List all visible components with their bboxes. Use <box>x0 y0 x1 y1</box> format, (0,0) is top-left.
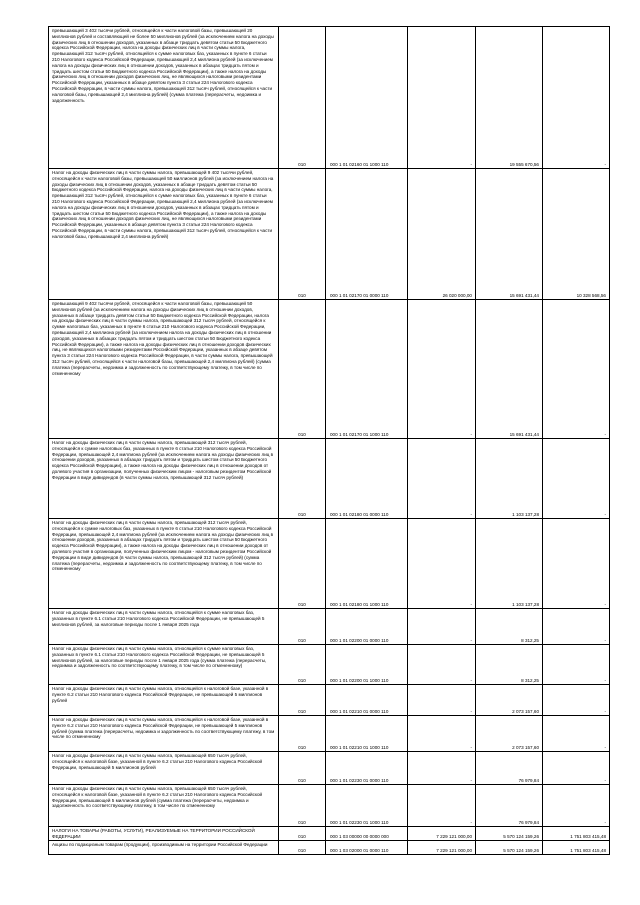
table-row <box>49 716 610 752</box>
table-row <box>49 841 610 855</box>
income-name-cell: Налог на доходы физических лиц в части суммы налога, относящейся к налоговой базе, указанной в пункте 6.2 статьи 210 Налогового кодекса Российской Федерации, не превышающей 5 миллионов рублей (сумма платежа (перерасчеты, недоимка и задолженность по соответствующему платежу, в том числе по отмененному <box>49 716 279 752</box>
table-row <box>49 645 610 685</box>
budget-classification-code-cell: 000 1 03 00000 00 0000 000 <box>326 827 408 841</box>
unexecuted-amount-cell: - <box>543 785 610 827</box>
table-row <box>49 752 610 785</box>
income-name-cell: НАЛОГИ НА ТОВАРЫ (РАБОТЫ, УСЛУГИ), РЕАЛИЗУЕМЫЕ НА ТЕРРИТОРИИ РОССИЙСКОЙ ФЕДЕРАЦИИ <box>49 827 279 841</box>
table-row <box>49 685 610 716</box>
approved-appropriations-cell: - <box>408 645 476 685</box>
table-row <box>49 169 610 300</box>
unexecuted-amount-cell: - <box>543 439 610 519</box>
table-row <box>49 27 610 169</box>
unexecuted-amount-cell: 10 328 568,56 <box>543 169 610 300</box>
unexecuted-amount-cell: 1 751 803 415,48 <box>543 841 610 855</box>
executed-amount-cell: 1 103 137,28 <box>476 439 543 519</box>
line-code-cell: 010 <box>279 439 326 519</box>
budget-classification-code-cell: 000 1 03 02000 01 0000 110 <box>326 841 408 855</box>
income-name-cell: Налог на доходы физических лиц в части суммы налога, относящейся к сумме налоговых баз, указанных в пункте 6.1 статьи 210 Налогового кодекса Российской Федерации, не превышающей 5 миллионов рублей, за налоговые периоды после 1 января 2025 года (сумма платежа (перерасчеты, недоимка и задолженность по соответствующему платежу, в том числе по отмененному) <box>49 645 279 685</box>
income-name-cell: Налог на доходы физических лиц в части суммы налога, относящейся к сумме налоговых баз, указанных в пункте 6.1 статьи 210 Налогового кодекса Российской Федерации, не превышающей 5 миллионов рублей, за налоговые периоды после 1 января 2025 года <box>49 609 279 645</box>
executed-amount-cell: 15 691 431,44 <box>476 169 543 300</box>
approved-appropriations-cell: - <box>408 609 476 645</box>
unexecuted-amount-cell: - <box>543 609 610 645</box>
approved-appropriations-cell: - <box>408 785 476 827</box>
executed-amount-cell: 5 570 124 159,26 <box>476 827 543 841</box>
approved-appropriations-cell: - <box>408 752 476 785</box>
budget-classification-code-cell: 000 1 01 02170 01 0000 110 <box>326 169 408 300</box>
line-code-cell: 010 <box>279 519 326 609</box>
unexecuted-amount-cell: - <box>543 685 610 716</box>
income-name-cell: Налог на доходы физических лиц в части суммы налога, превышающей 650 тысяч рублей, относящейся к налоговой базе, указанной в пункте 6.2 статьи 210 Налогового кодекса Российской Федерации, превышающей 5 миллионов рублей (сумма платежа (перерасчеты, недоимка и задолженность по соответствующему платежу, в том числе по отмененному <box>49 785 279 827</box>
income-name-cell: превышающей 3 402 тысячи рублей, относящейся к части налоговой базы, превышающей 20 миллионов рублей и составляющей не более 50 миллионов рублей (за исключением налога на доходы физических лиц в отношении доходов, указанных в абзаце тридцать девятом статьи 50 Бюджетного кодекса Российской Федерации, налога на доходы физических лиц в части суммы налога, превышающей 312 тысяч рублей, относящейся к сумме налоговых баз, указанных в пункте 6 статьи 210 Налогового кодекса Российской Федерации, превышающей 2,4 миллиона рублей (за исключением налога на доходы физических лиц в отношении доходов, указанных в абзацах тридцать пятом и тридцать шестом статьи 50 Бюджетного кодекса Российской Федерации), а также налога на доходы физических лиц в отношении доходов физических лиц, не являющихся налоговыми резидентами Российской Федерации, указанных в абзаце девятом пункта 3 статьи 224 Налогового кодекса Российской Федерации, в части суммы налога, превышающей 312 тысяч рублей, относящейся к части налоговой базы, превышающей 2,4 миллиона рублей) (сумма платежа (перерасчеты, недоимка и задолженность <box>49 27 279 169</box>
executed-amount-cell: 2 073 157,60 <box>476 716 543 752</box>
line-code-cell: 010 <box>279 827 326 841</box>
line-code-cell: 010 <box>279 609 326 645</box>
executed-amount-cell: 1 103 137,28 <box>476 519 543 609</box>
executed-amount-cell: 8 312,25 <box>476 645 543 685</box>
approved-appropriations-cell: - <box>408 300 476 439</box>
line-code-cell: 010 <box>279 716 326 752</box>
line-code-cell: 010 <box>279 27 326 169</box>
budget-classification-code-cell: 000 1 01 02230 01 1000 110 <box>326 785 408 827</box>
approved-appropriations-cell: - <box>408 519 476 609</box>
budget-classification-code-cell: 000 1 01 02210 01 1000 110 <box>326 716 408 752</box>
income-name-cell: Налог на доходы физических лиц в части суммы налога, превышающей 9 402 тысячи рублей, относящейся к части налоговой базы, превышающей 50 миллионов рублей (за исключением налога на доходы физических лиц в отношении доходов, указанных в абзаце тридцать девятом статьи 50 Бюджетного кодекса Российской Федерации, налога на доходы физических лиц в части суммы налога, превышающей 312 тысяч рублей, относящейся к сумме налоговых баз, указанных в пункте 6 статьи 210 Налогового кодекса Российской Федерации, превышающей 2,4 миллиона рублей (за исключением налога на доходы физических лиц в отношении доходов, указанных в абзацах тридцать пятом и тридцать шестом статьи 50 Бюджетного кодекса Российской Федерации), а также налога на доходы физических лиц в отношении доходов физических лиц, не являющихся налоговыми резидентами Российской Федерации, указанных в абзаце девятом пункта 3 статьи 224 Налогового кодекса Российской Федерации, в части суммы налога, превышающей 312 тысяч рублей, относящейся к части налоговой базы, превышающей 2,4 миллиона рублей) <box>49 169 279 300</box>
executed-amount-cell: 2 073 157,60 <box>476 685 543 716</box>
approved-appropriations-cell: - <box>408 439 476 519</box>
table-row <box>49 827 610 841</box>
line-code-cell: 010 <box>279 785 326 827</box>
budget-classification-code-cell: 000 1 01 02200 01 0000 110 <box>326 609 408 645</box>
approved-appropriations-cell: 7 229 121 000,00 <box>408 841 476 855</box>
approved-appropriations-cell: - <box>408 27 476 169</box>
line-code-cell: 010 <box>279 841 326 855</box>
unexecuted-amount-cell: - <box>543 645 610 685</box>
report-table-body <box>49 27 610 855</box>
line-code-cell: 010 <box>279 752 326 785</box>
approved-appropriations-cell: - <box>408 716 476 752</box>
line-code-cell: 010 <box>279 300 326 439</box>
approved-appropriations-cell: - <box>408 685 476 716</box>
budget-classification-code-cell: 000 1 01 02180 01 0000 110 <box>326 439 408 519</box>
unexecuted-amount-cell: 1 751 803 415,48 <box>543 827 610 841</box>
executed-amount-cell: 5 570 124 159,26 <box>476 841 543 855</box>
line-code-cell: 010 <box>279 645 326 685</box>
budget-classification-code-cell: 000 1 01 02160 01 1000 110 <box>326 27 408 169</box>
unexecuted-amount-cell: - <box>543 300 610 439</box>
table-row <box>49 519 610 609</box>
unexecuted-amount-cell: - <box>543 519 610 609</box>
budget-classification-code-cell: 000 1 01 02230 01 0000 110 <box>326 752 408 785</box>
executed-amount-cell: 19 555 670,56 <box>476 27 543 169</box>
income-name-cell: Акцизы по подакцизным товарам (продукции), производимым на территории Российской Федерации <box>49 841 279 855</box>
income-name-cell: Налог на доходы физических лиц в части суммы налога, превышающей 650 тысяч рублей, относящейся к налоговой базе, указанной в пункте 6.2 статьи 210 Налогового кодекса Российской Федерации, превышающей 5 миллионов рублей <box>49 752 279 785</box>
line-code-cell: 010 <box>279 685 326 716</box>
executed-amount-cell: 15 691 431,44 <box>476 300 543 439</box>
table-row <box>49 609 610 645</box>
income-name-cell: Налог на доходы физических лиц в части суммы налога, относящейся к налоговой базе, указанной в пункте 6.2 статьи 210 Налогового кодекса Российской Федерации, не превышающей 5 миллионов рублей <box>49 685 279 716</box>
unexecuted-amount-cell: - <box>543 752 610 785</box>
budget-classification-code-cell: 000 1 01 02200 01 1000 110 <box>326 645 408 685</box>
executed-amount-cell: 76 979,84 <box>476 752 543 785</box>
report-table <box>48 26 610 855</box>
unexecuted-amount-cell: - <box>543 716 610 752</box>
budget-classification-code-cell: 000 1 01 02170 01 1000 110 <box>326 300 408 439</box>
income-name-cell: Налог на доходы физических лиц в части суммы налога, превышающей 312 тысяч рублей, относящейся к сумме налоговых баз, указанных в пункте 6 статьи 210 Налогового кодекса Российской Федерации, превышающей 2,4 миллиона рублей (за исключением налога на доходы физических лиц в отношении доходов, указанных в абзацах тридцать пятом и тридцать шестом статьи 50 Бюджетного кодекса Российской Федерации), а также налога на доходы физических лиц в отношении доходов от долевого участия в организации, полученных физическим лицом - налоговым резидентом Российской Федерации в виде дивидендов (в части суммы налога, превышающей 312 тысяч рублей) (сумма платежа (перерасчеты, недоимка и задолженность по соответствующему платежу, в том числе по отмененному <box>49 519 279 609</box>
approved-appropriations-cell: 7 229 121 000,00 <box>408 827 476 841</box>
table-row <box>49 300 610 439</box>
executed-amount-cell: 76 979,84 <box>476 785 543 827</box>
approved-appropriations-cell: 26 020 000,00 <box>408 169 476 300</box>
budget-classification-code-cell: 000 1 01 02210 01 0000 110 <box>326 685 408 716</box>
budget-classification-code-cell: 000 1 01 02180 01 1000 110 <box>326 519 408 609</box>
executed-amount-cell: 8 312,25 <box>476 609 543 645</box>
table-row <box>49 439 610 519</box>
table-row <box>49 785 610 827</box>
income-name-cell: превышающей 9 402 тысячи рублей, относящейся к части налоговой базы, превышающей 50 миллионов рублей (за исключением налога на доходы физических лиц в отношении доходов, указанных в абзаце тридцать девятом статьи 50 Бюджетного кодекса Российской Федерации, налога на доходы физических лиц в части суммы налога, превышающей 312 тысяч рублей, относящейся к сумме налоговых баз, указанных в пункте 6 статьи 210 Налогового кодекса Российской Федерации, превышающей 2,4 миллиона рублей (за исключением налога на доходы физических лиц в отношении доходов, указанных в абзацах тридцать пятом и тридцать шестом статьи 50 Бюджетного кодекса Российской Федерации), а также налога на доходы физических лиц в отношении доходов физических лиц, не являющихся налоговыми резидентами Российской Федерации, указанных в абзаце девятом пункта 3 статьи 224 Налогового кодекса Российской Федерации, в части суммы налога, превышающей 312 тысяч рублей, относящейся к части налоговой базы, превышающей 2,4 миллиона рублей) (сумма платежа (перерасчеты, недоимка и задолженность по соответствующему платежу, в том числе по отмененному <box>49 300 279 439</box>
line-code-cell: 010 <box>279 169 326 300</box>
unexecuted-amount-cell: - <box>543 27 610 169</box>
income-name-cell: Налог на доходы физических лиц в части суммы налога, превышающей 312 тысяч рублей, относящейся к сумме налоговых баз, указанных в пункте 6 статьи 210 Налогового кодекса Российской Федерации, превышающей 2,4 миллиона рублей (за исключением налога на доходы физических лиц в отношении доходов, указанных в абзацах тридцать пятом и тридцать шестом статьи 50 Бюджетного кодекса Российской Федерации), а также налога на доходы физических лиц в отношении доходов от долевого участия в организации, полученных физическим лицом - налоговым резидентом Российской Федерации в виде дивидендов (в части суммы налога, превышающей 312 тысяч рублей) <box>49 439 279 519</box>
